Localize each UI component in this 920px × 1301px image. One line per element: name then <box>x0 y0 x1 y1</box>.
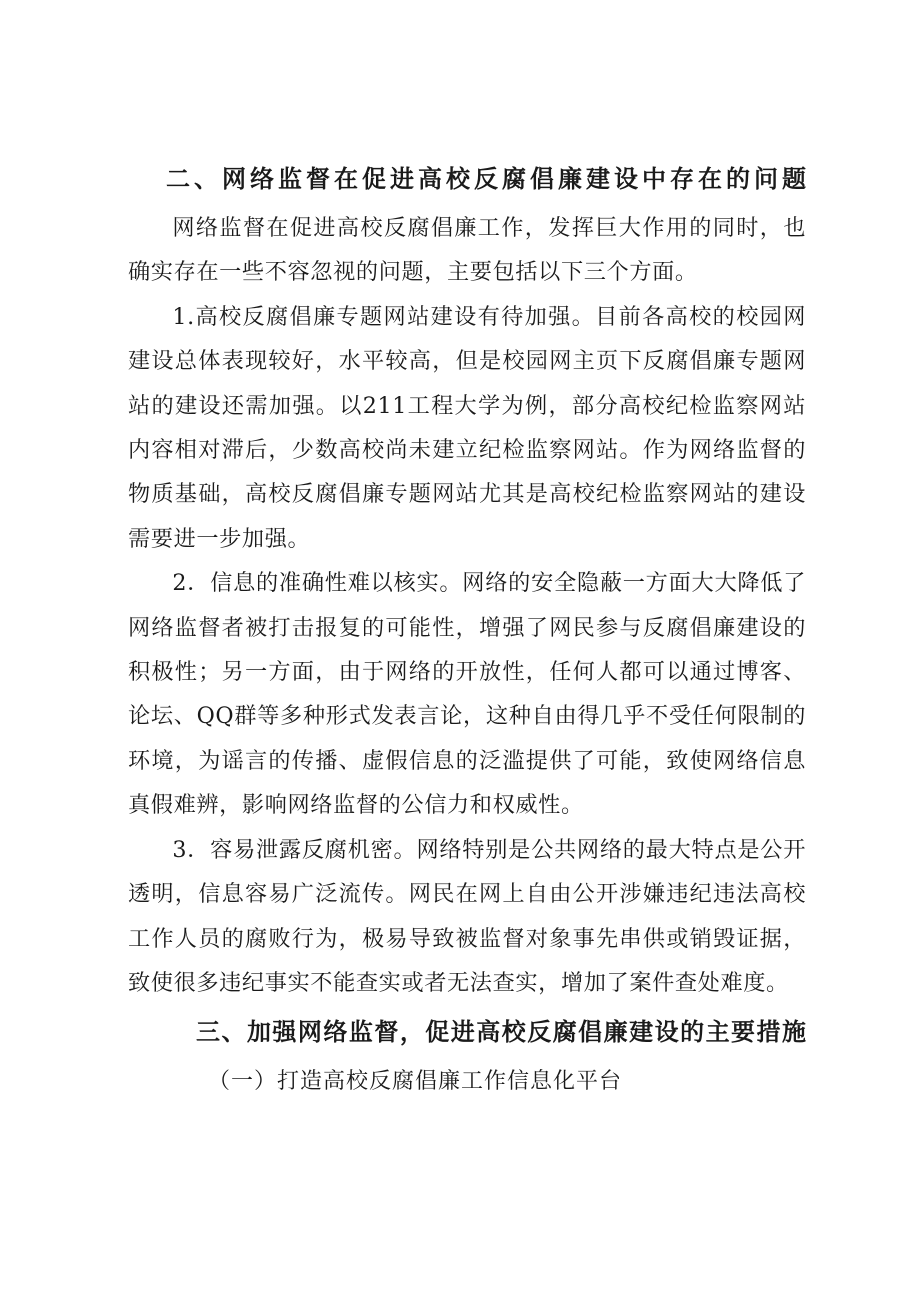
paragraph-item-1: 1.高校反腐倡廉专题网站建设有待加强。目前各高校的校园网建设总体表现较好，水平较高，但是校园网主页下反腐倡廉专题网站的建设还需加强。以211工程大学为例，部分高校纪检监察网站内容相对滞后，少数高校尚未建立纪检监察网站。作为网络监督的物质基础，高校反腐倡廉专题网站尤其是高校纪检监察网站的建设需要进一步加强。 <box>128 303 806 552</box>
intro-paragraph: 网络监督在促进高校反腐倡廉工作，发挥巨大作用的同时，也确实存在一些不容忽视的问题，主要包括以下三个方面。 <box>128 215 806 286</box>
subsection-heading-platform: （一）打造高校反腐倡廉工作信息化平台 <box>208 1069 623 1095</box>
section-heading-problems: 二、网络监督在促进高校反腐倡廉建设中存在的问题 <box>166 165 806 193</box>
paragraph-item-3: 3．容易泄露反腐机密。网络特别是公共网络的最大特点是公开透明，信息容易广泛流传。网民在网上自由公开涉嫌违纪违法高校工作人员的腐败行为，极易导致被监督对象事先串供或销毁证据，致使很多违纪事实不能查实或者无法查实，增加了案件查处难度。 <box>128 836 806 996</box>
section-heading-measures: 三、加强网络监督，促进高校反腐倡廉建设的主要措施 <box>196 1018 806 1047</box>
paragraph-item-2: 2．信息的准确性难以核实。网络的安全隐蔽一方面大大降低了网络监督者被打击报复的可能性，增强了网民参与反腐倡廉建设的积极性；另一方面，由于网络的开放性，任何人都可以通过博客、论坛、QQ群等多种形式发表言论，这种自由得几乎不受任何限制的环境，为谣言的传播、虚假信息的泛滥提供了可能，致使网络信息真假难辨，影响网络监督的公信力和权威性。 <box>128 570 806 819</box>
document-body <box>128 152 806 1105</box>
